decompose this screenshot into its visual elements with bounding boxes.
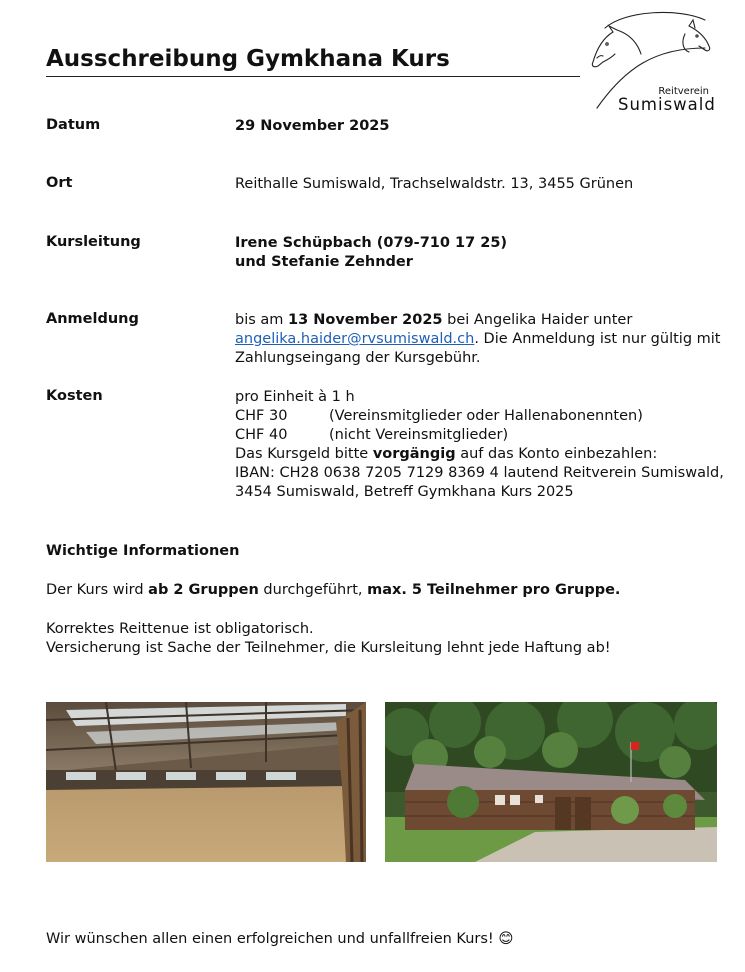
logo-big-text: Sumiswald — [618, 95, 716, 114]
info-p2-line2: Versicherung ist Sache der Teilnehmer, die Kursleitung lehnt jede Haftung ab! — [46, 640, 611, 656]
anmeldung-deadline: 13 November 2025 — [288, 312, 443, 328]
kosten-value — [235, 388, 725, 502]
anmeldung-mid: bei Angelika Haider unter — [442, 312, 633, 328]
closing-line: Wir wünschen allen einen erfolgreichen und unfallfreien Kurs! 😊 — [46, 931, 514, 947]
title-underline — [46, 76, 580, 77]
info-p1-mid: durchgeführt, — [258, 582, 368, 598]
info-p1-bold1: ab 2 Gruppen — [148, 582, 259, 598]
anmeldung-label: Anmeldung — [46, 311, 139, 327]
ort-value: Reithalle Sumiswald, Trachselwaldstr. 13, 3455 Grünen — [235, 176, 634, 192]
kursleitung-value — [235, 234, 507, 272]
anmeldung-pre: bis am — [235, 312, 289, 328]
logo-small-text: Reitverein — [658, 86, 709, 97]
kosten-desc1: (Vereinsmitglieder oder Hallenabonennten) — [329, 408, 643, 424]
kosten-pay-post: auf das Konto einbezahlen: — [455, 446, 658, 462]
page-title: Ausschreibung Gymkhana Kurs — [46, 46, 450, 72]
info-p1-bold2: max. 5 Teilnehmer pro Gruppe. — [367, 582, 621, 598]
kosten-pay-bold: vorgängig — [372, 446, 456, 462]
info-paragraph-2 — [46, 620, 611, 658]
kosten-unit: pro Einheit à 1 h — [235, 389, 355, 405]
kosten-iban: IBAN: CH28 0638 7205 7129 8369 4 lautend Reitverein Sumiswald, — [235, 465, 724, 481]
ort-label: Ort — [46, 175, 73, 191]
kosten-price2: CHF 40 — [235, 427, 288, 443]
info-p2-line1: Korrektes Reittenue ist obligatorisch. — [46, 621, 314, 637]
anmeldung-post: . Die Anmeldung ist nur gültig mit — [474, 331, 721, 347]
kosten-label: Kosten — [46, 388, 103, 404]
info-heading: Wichtige Informationen — [46, 543, 240, 559]
kursleitung-label: Kursleitung — [46, 234, 141, 250]
kosten-betreff: 3454 Sumiswald, Betreff Gymkhana Kurs 2025 — [235, 484, 574, 500]
kosten-desc2: (nicht Vereinsmitglieder) — [329, 427, 509, 443]
kosten-pay-pre: Das Kursgeld bitte — [235, 446, 373, 462]
anmeldung-line3: Zahlungseingang der Kursgebühr. — [235, 350, 481, 366]
kursleitung-line1: Irene Schüpbach (079-710 17 25) — [235, 235, 508, 251]
kursleitung-line2: und Stefanie Zehnder — [235, 254, 413, 270]
club-logo — [585, 8, 720, 116]
kosten-price1: CHF 30 — [235, 408, 288, 424]
info-p1-pre: Der Kurs wird — [46, 582, 149, 598]
indoor-arena-photo — [46, 702, 366, 862]
datum-label: Datum — [46, 117, 101, 133]
info-paragraph-1 — [46, 581, 620, 600]
anmeldung-email-link[interactable]: angelika.haider@rvsumiswald.ch — [235, 331, 475, 347]
anmeldung-value — [235, 311, 725, 368]
datum-value: 29 November 2025 — [235, 118, 390, 134]
riding-hall-exterior-photo — [385, 702, 717, 862]
